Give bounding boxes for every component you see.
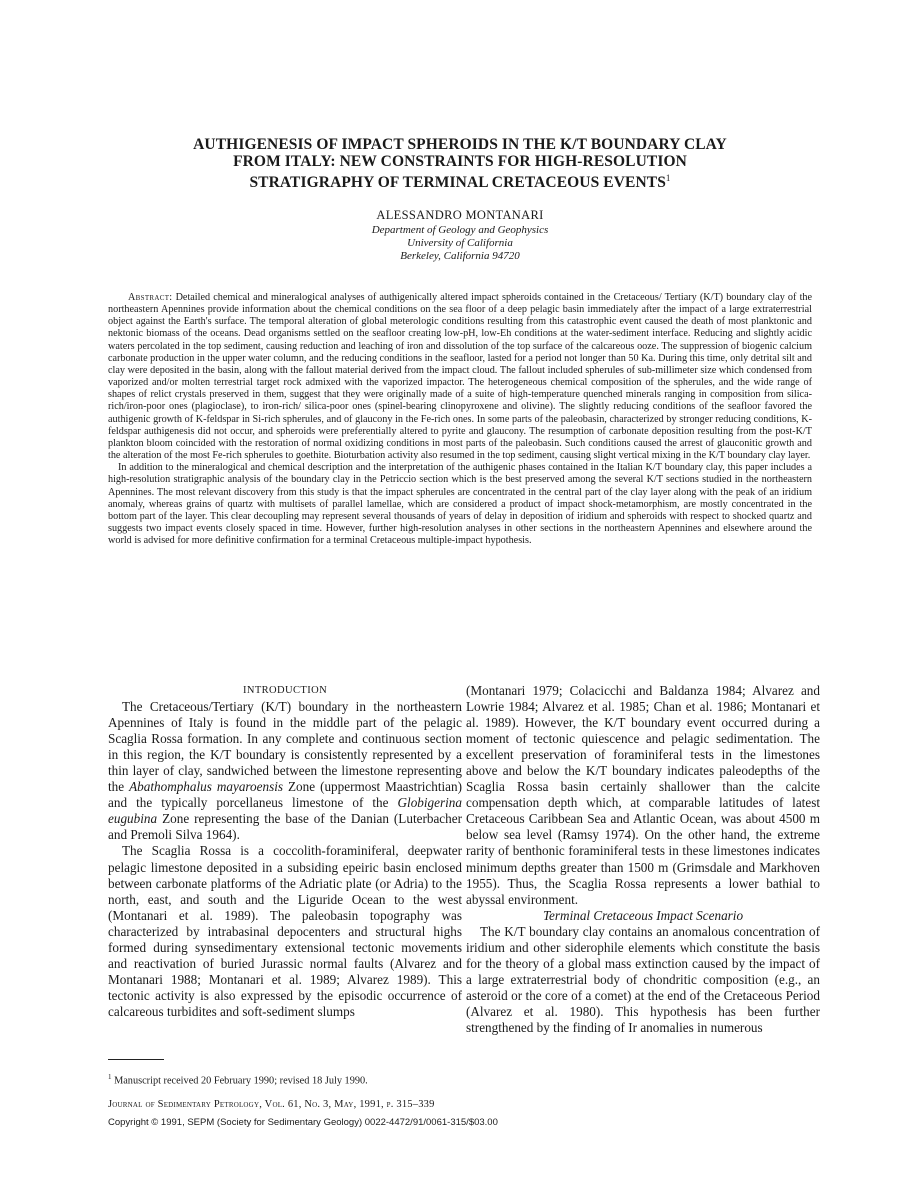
footnote-mark: 1	[108, 1073, 112, 1081]
abstract-label: Abstract:	[128, 292, 173, 303]
affiliation-university: University of California	[407, 237, 513, 250]
title-line-2: FROM ITALY: NEW CONSTRAINTS FOR HIGH-RESOLUTION	[233, 153, 687, 170]
affiliation-city: Berkeley, California 94720	[400, 250, 520, 263]
title-footnote-mark: 1	[665, 173, 671, 183]
intro-p1-text-a: The Cretaceous/Tertiary (K/T) boundary in the northeastern Apennines of Italy is found in the middle part of the pelagic Scaglia Rossa formation. In any complete and continuous section in this region, the K/T boundary is consistently represented by a thin layer of clay, sandwiched between the limestone representing the	[108, 699, 462, 795]
footnote-divider	[108, 1059, 164, 1060]
abstract-paragraph-2: In addition to the mineralogical and chemical description and the interpretation of the authigenic phases contained in the Italian K/T boundary clay, this paper includes a high-resolution stratigraphic analysis of the boundary clay in the Petriccio section which is the best preserved among the several K/T sections studied in the northeastern Apennines. The most relevant discovery from this study is that the impact spherules are concentrated in the central part of the clay layer along with the peak of an iridium anomaly, whereas grains of quartz with multisets of parallel lamellae, which are considered a product of impact shock-metamorphism, are mostly concentrated in the bottom part of the layer. This clear decoupling may represent several thousands of years of delay in deposition of iridium and spheroids with respect to shocked quartz and suggests two impact events closely spaced in time. However, further high-resolution analyses in other sections in the northeastern Apennines and elsewhere around the world is advised for more definitive confirmation for a terminal Cretaceous multiple-impact hypothesis.	[108, 462, 812, 547]
right-column	[466, 683, 820, 1036]
intro-p1-italic-1: Abathomphalus mayaroensis	[129, 779, 284, 795]
copyright-line: Copyright © 1991, SEPM (Society for Sedimentary Geology) 0022-4472/91/0061-315/$03.00	[108, 1117, 498, 1128]
left-column	[108, 683, 462, 1020]
abstract	[108, 292, 812, 547]
affiliation-department: Department of Geology and Geophysics	[371, 224, 549, 236]
abstract-paragraph-1	[108, 292, 812, 462]
abstract-text-1: Detailed chemical and mineralogical analyses of authigenically altered impact spheroids contained in the Cretaceous/ Tertiary (K/T) boundary clay of the northeastern Apennines provide information about the chemical conditions on the sea floor of a deep pelagic basin immediately after the impact of a large extraterrestrial object against the Earth's surface. The temporal alteration of global meterologic conditions resulting from this catastrophic event caused the death of most planktonic and nektonic biomass of the oceans. Dead organisms settled on the seafloor creating low-pH, low-Eh conditions at the water-sediment interface. Reducing and slightly acidic waters percolated in the top sediment, causing reduction and leaching of iron and dissolution of the top surface of the calcareous ooze. The suppression of biogenic calcium carbonate production in the upper water column, and the reducing conditions in the seafloor, lasted for a period not longer than 50 Ka. During this time, only detrital silt and clay were deposited in the basin, along with the fallout material derived from the impact cloud. The fallout included spherules of sub-millimeter size which condensed from vaporized and/or molten terrestrial target rock admixed with the vaporized impactor. The heterogeneous chemical composition of the spherules, and the wide range of shapes of relict crystals preserved in them, suggest that they were originally made of a suite of high-temperature quenched minerals ranging in composition from silica-rich/iron-poor ones (plagioclase), to iron-rich/ silica-poor ones (spinel-bearing clinopyroxene and olivine). The slightly reducing conditions of the seafloor favored the authigenic growth of K-feldspar in Si-rich spherules, and of glaucony in the Fe-rich ones. In some parts of the paleobasin, characterized by stronger reducing conditions, K-feldspar authigenesis did not occur, and spheroids were preferentially altered to pyrite and glaucony. The resumption of carbonate deposition resulting from the post-K/T plankton bloom coincided with the restoration of normal oxidizing conditions in most parts of the paleobasin. Such conditions caused the arrest of glauconitic growth and the alteration of the most Fe-rich spherules to goethite. Bioturbation activity also resumed in the top sediment, causing slight vertical mixing in the K/T boundary clay layer.	[108, 292, 813, 462]
title-line-3-text: STRATIGRAPHY OF TERMINAL CRETACEOUS EVENTS	[249, 174, 666, 192]
subsection-heading: Terminal Cretaceous Impact Scenario	[542, 907, 744, 923]
intro-p1-italic-2: Globigerina eugubina	[108, 795, 462, 827]
impact-scenario-paragraph: The K/T boundary clay contains an anomalous concentration of iridium and other siderophile elements which constitute the basis for the theory of a global mass extinction caused by the impact of a large extraterrestrial body of chondritic composition (e.g., an asteroid or the core of a comet) at the end of the Cretaceous Period (Alvarez et al. 1980). This hypothesis has been further strengthened by the finding of Ir anomalies in numerous	[466, 923, 820, 1035]
section-heading-introduction: INTRODUCTION	[242, 685, 328, 696]
author-affiliation	[200, 224, 720, 264]
intro-paragraph-1	[108, 699, 462, 843]
intro-p1-text-b: Zone (uppermost Maastrichtian) and the typically porcellaneus limestone of the	[108, 779, 462, 811]
intro-paragraph-2: The Scaglia Rossa is a coccolith-foraminiferal, deepwater pelagic limestone deposited in a subsiding epeiric basin enclosed between carbonate platforms of the Adriatic plate (or Adria) to the north, east, and south and the Liguride Ocean to the west (Montanari et al. 1989). The paleobasin topography was characterized by intrabasinal depocenters and structural highs formed during synsedimentary extensional tectonic movements and reactivation of buried Jurassic normal faults (Alvarez and Montanari 1988; Montanari et al. 1989; Alvarez 1989). This tectonic activity is also expressed by the episodic occurrence of calcareous turbidites and soft-sediment slumps	[108, 843, 462, 1019]
footnote-text: Manuscript received 20 February 1990; revised 18 July 1990.	[111, 1075, 368, 1087]
intro-paragraph-continued: (Montanari 1979; Colacicchi and Baldanza 1984; Alvarez and Lowrie 1984; Alvarez et al. 1985; Chan et al. 1986; Montanari et al. 1989). However, the K/T boundary event occurred during a moment of tectonic quiescence and pelagic sedimentation. The excellent preservation of foraminiferal tests in the limestones above and below the K/T boundary indicates paleodepths of the Scaglia Rossa basin certainly shallower than the calcite compensation depth which, at comparable latitudes of latest Cretaceous Caribbean Sea and Atlantic Ocean, was about 4500 m below sea level (Ramsy 1974). On the other hand, the extreme rarity of benthonic foraminiferal tests in these limestones indicates minimum depths greater than 1500 m (Grimsdale and Markhoven 1955). Thus, the Scaglia Rossa represents a lower bathial to abyssal environment.	[466, 683, 820, 907]
author-name: ALESSANDRO MONTANARI	[376, 208, 544, 222]
title-line-3	[150, 170, 770, 191]
title-line-1: AUTHIGENESIS OF IMPACT SPHEROIDS IN THE K/T BOUNDARY CLAY	[193, 136, 727, 153]
footnote	[108, 1073, 462, 1086]
intro-p1-text-c: Zone representing the base of the Danian (Luterbacher and Premoli Silva 1964).	[108, 811, 462, 843]
journal-citation: Journal of Sedimentary Petrology, Vol. 61, No. 3, May, 1991, p. 315–339	[108, 1099, 435, 1110]
article-title	[150, 136, 770, 191]
